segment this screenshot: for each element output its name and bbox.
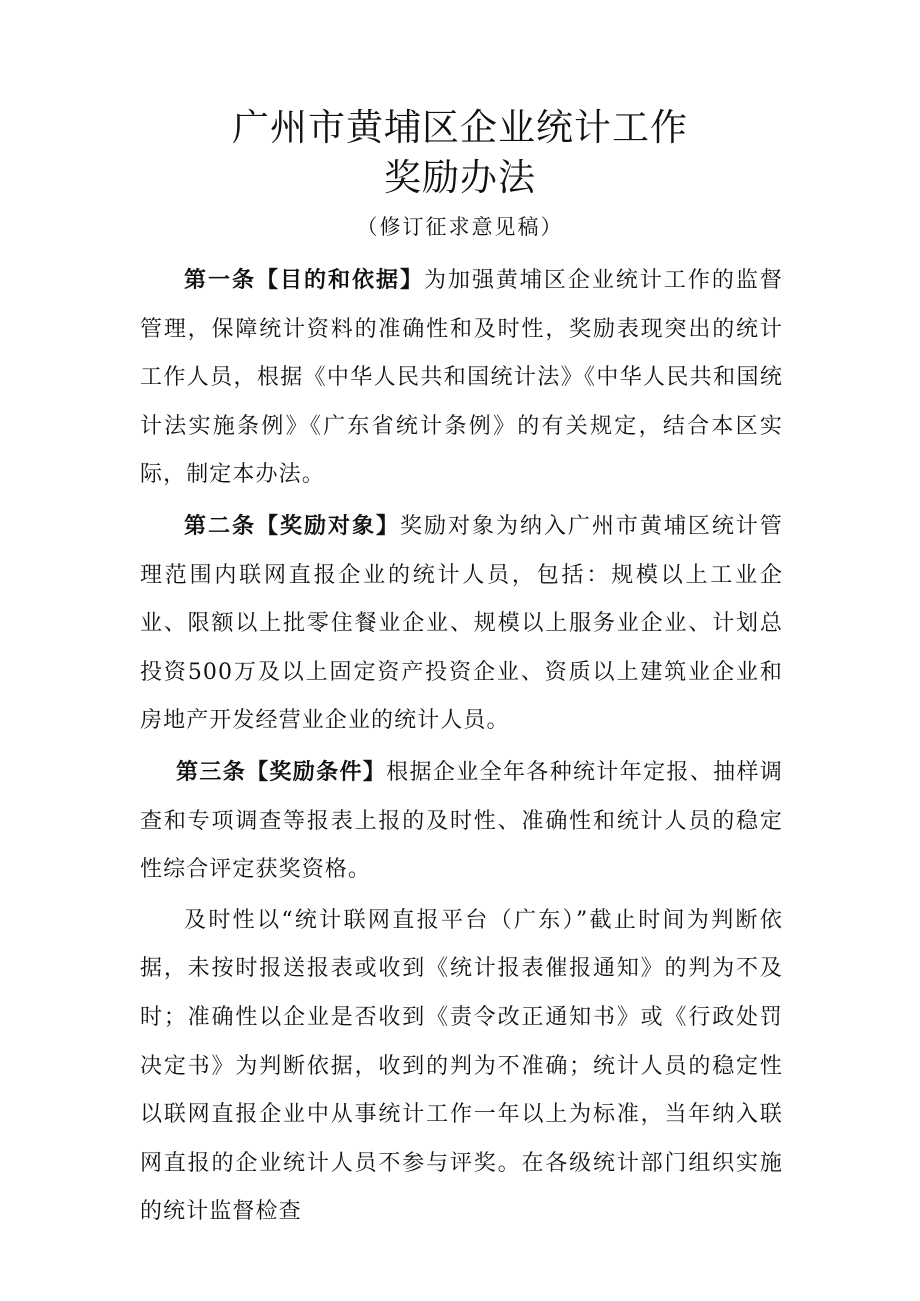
article-2-text: 奖励对象为纳入广州市黄埔区统计管理范围内联网直报企业的统计人员，包括：规模以上工业企业、限额以上批零住餐业企业、规模以上服务业企业、计划总投资500万及以上固定资产投资企业、资质以上建筑业企业和房地产开发经营业企业的统计人员。: [140, 513, 783, 734]
article-1-heading: 第一条【目的和依据】: [184, 267, 424, 293]
paragraph-4: 及时性以“统计联网直报平台（广东）”截止时间为判断依据，未按时报送报表或收到《统计报表催报通知》的判为不及时；准确性以企业是否收到《责令改正通知书》或《行政处罚决定书》为判断依据，收到的判为不准确；统计人员的稳定性以联网直报企业中从事统计工作一年以上为标准，当年纳入联网直报的企业统计人员不参与评奖。在各级统计部门组织实施的统计监督检查: [140, 907, 783, 1225]
document-subtitle: （修订征求意见稿）: [356, 215, 564, 239]
article-2: [140, 502, 783, 746]
document-title-line2: 奖励办法: [384, 156, 536, 199]
article-3: [140, 748, 783, 895]
article-2-heading: 第二条【奖励对象】: [184, 512, 400, 539]
document-body: [140, 256, 783, 1237]
article-3-heading: 第三条【奖励条件】: [176, 758, 387, 785]
article-1: [140, 256, 783, 500]
article-1-text: 为加强黄埔区企业统计工作的监督管理，保障统计资料的准确性和及时性，奖励表现突出的统计工作人员，根据《中华人民共和国统计法》《中华人民共和国统计法实施条例》《广东省统计条例》的有关规定，结合本区实际，制定本办法。: [140, 268, 783, 488]
article-3-text: 根据企业全年各种统计年定报、抽样调查和专项调查等报表上报的及时性、准确性和统计人员的稳定性综合评定获奖资格。: [140, 759, 783, 883]
document-title-line1: 广州市黄埔区企业统计工作: [232, 106, 688, 149]
